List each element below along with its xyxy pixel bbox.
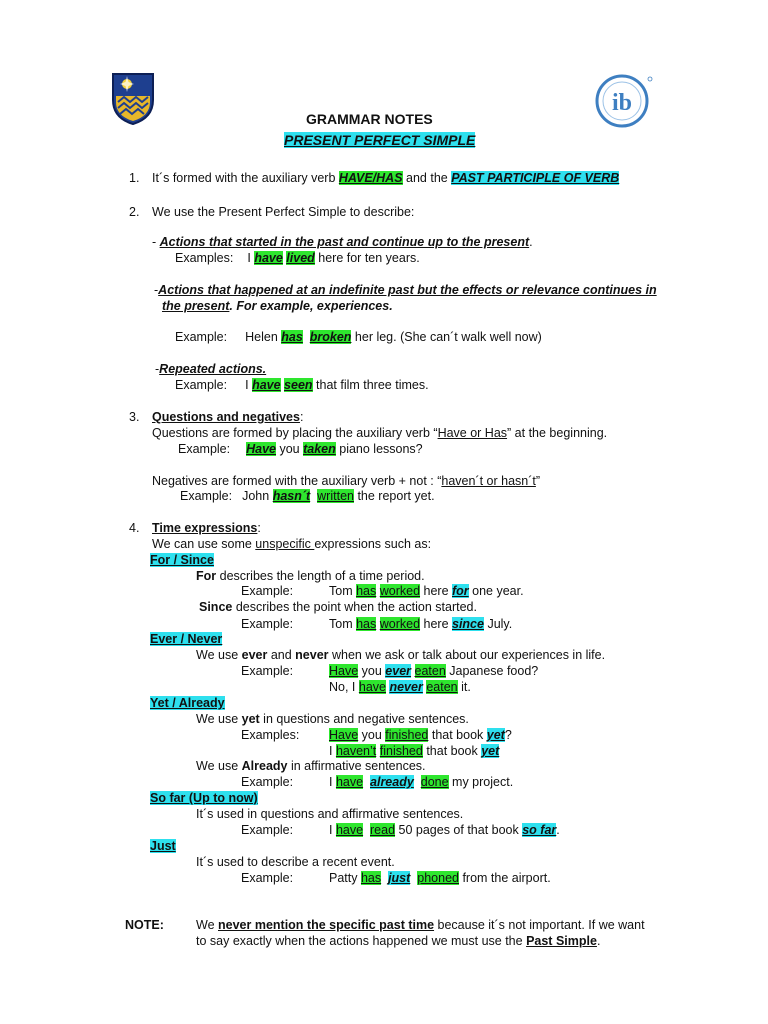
usage-c-example: Example: I have seen that film three times. bbox=[175, 378, 429, 392]
never-example: No, I have never eaten it. bbox=[329, 680, 471, 694]
just-desc: It´s used to describe a recent event. bbox=[196, 855, 395, 869]
negatives-example: Example: John hasn´t written the report yet. bbox=[180, 489, 435, 503]
page-title: GRAMMAR NOTES bbox=[306, 111, 433, 127]
note-line1: We never mention the specific past time because it´s not important. If we want bbox=[196, 918, 645, 932]
for-since-heading: For / Since bbox=[150, 553, 214, 567]
section-3-number: 3. bbox=[129, 410, 140, 424]
ever-example: Have you ever eaten Japanese food? bbox=[329, 664, 539, 678]
ever-never-desc: We use ever and never when we ask or talk about our experiences in life. bbox=[196, 648, 606, 662]
yet-desc: We use yet in questions and negative sentences. bbox=[196, 712, 469, 726]
usage-a-label: - Actions that started in the past and continue up to the present. bbox=[152, 235, 533, 249]
questions-example: Example: Have you taken piano lessons? bbox=[178, 442, 423, 456]
for-desc: For describes the length of a time period. bbox=[196, 569, 425, 583]
section-2-number: 2. bbox=[129, 205, 140, 219]
usage-b-label-line2: the present. For example, experiences. bbox=[162, 299, 393, 313]
school-crest-logo bbox=[110, 70, 156, 126]
yet-example-negative: I haven’t finished that book yet bbox=[329, 744, 500, 758]
since-desc: Since describes the point when the action started. bbox=[199, 600, 477, 614]
ever-never-heading: Ever / Never bbox=[150, 632, 223, 646]
usage-c-label: -Repeated actions. bbox=[155, 362, 267, 376]
since-example-label: Example: bbox=[241, 617, 294, 631]
so-far-example-label: Example: bbox=[241, 823, 294, 837]
already-desc: We use Already in affirmative sentences. bbox=[196, 759, 426, 773]
just-heading: Just bbox=[150, 839, 176, 853]
so-far-heading: So far (Up to now) bbox=[150, 791, 258, 805]
section-2-intro: We use the Present Perfect Simple to describe: bbox=[152, 205, 415, 219]
section-1-text: It´s formed with the auxiliary verb HAVE/HAS and the PAST PARTICIPLE OF VERB bbox=[152, 171, 620, 185]
usage-b-example: Example: Helen has broken her leg. (She can´t walk well now) bbox=[175, 330, 542, 344]
ever-example-label: Example: bbox=[241, 664, 294, 678]
note-label: NOTE: bbox=[125, 918, 164, 932]
usage-a-example: Examples: I have lived here for ten years. bbox=[175, 251, 420, 265]
so-far-example: I have read 50 pages of that book so far. bbox=[329, 823, 560, 837]
note-line2: to say exactly when the actions happened we must use the Past Simple. bbox=[196, 934, 601, 948]
ib-logo bbox=[590, 73, 654, 129]
usage-b-label-line1: -Actions that happened at an indefinite past but the effects or relevance continues in bbox=[154, 283, 657, 297]
section-1-number: 1. bbox=[129, 171, 140, 185]
section-4-intro: We can use some unspecific expressions such as: bbox=[152, 537, 432, 551]
page-subtitle: PRESENT PERFECT SIMPLE bbox=[284, 132, 476, 148]
already-example: I have already done my project. bbox=[329, 775, 514, 789]
yet-already-heading: Yet / Already bbox=[150, 696, 225, 710]
yet-example-label: Examples: bbox=[241, 728, 300, 742]
ib-logo-text: ib bbox=[611, 90, 633, 116]
negatives-rule: Negatives are formed with the auxiliary verb + not : “haven´t or hasn´t” bbox=[152, 474, 541, 488]
already-example-label: Example: bbox=[241, 775, 294, 789]
section-4-heading: Time expressions: bbox=[152, 521, 261, 535]
for-example-label: Example: bbox=[241, 584, 294, 598]
so-far-desc: It´s used in questions and affirmative sentences. bbox=[196, 807, 464, 821]
questions-rule: Questions are formed by placing the auxiliary verb “Have or Has” at the beginning. bbox=[152, 426, 608, 440]
section-3-heading: Questions and negatives: bbox=[152, 410, 304, 424]
yet-example-question: Have you finished that book yet? bbox=[329, 728, 512, 742]
section-4-number: 4. bbox=[129, 521, 140, 535]
for-example: Tom has worked here for one year. bbox=[329, 584, 524, 598]
just-example: Patty has just phoned from the airport. bbox=[329, 871, 551, 885]
just-example-label: Example: bbox=[241, 871, 294, 885]
since-example: Tom has worked here since July. bbox=[329, 617, 513, 631]
